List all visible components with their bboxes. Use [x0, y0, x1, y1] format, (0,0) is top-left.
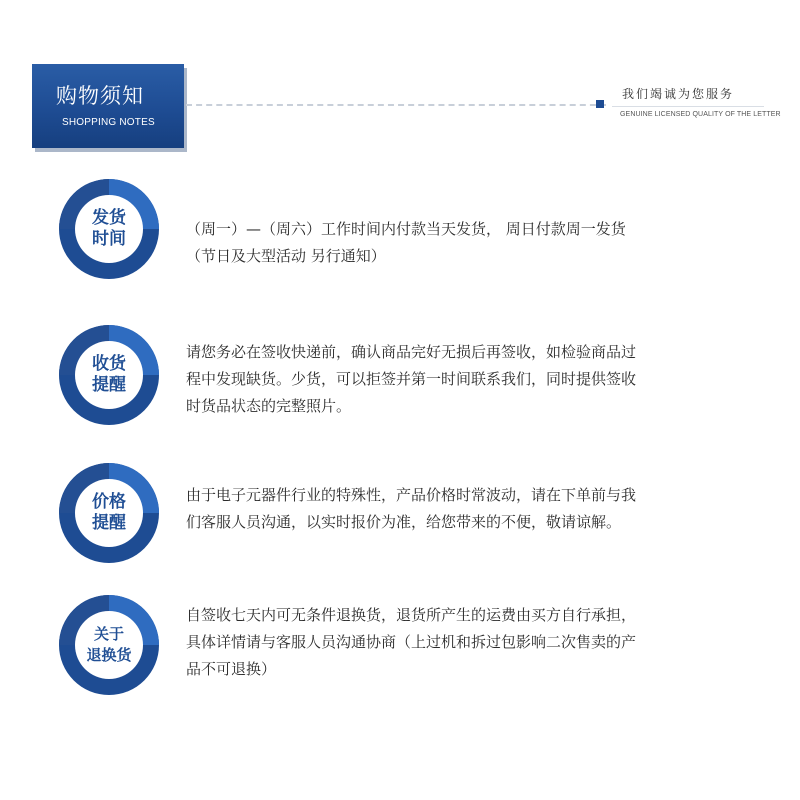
badge-label: 收货 提醒: [75, 341, 143, 409]
service-title: 我们竭诚为您服务: [622, 87, 735, 101]
section-text: 自签收七天内可无条件退换货，退货所产生的运费由买方自行承担， 具体详情请与客服人员沟通协商（上过机和拆过包影响二次售卖的产 品不可退换）: [186, 606, 637, 678]
badge-label: 价格 提醒: [75, 479, 143, 547]
header-square-icon: [596, 100, 604, 108]
service-subtitle: GENUINE LICENSED QUALITY OF THE LETTER: [620, 111, 781, 118]
badge-label: 发货 时间: [75, 195, 143, 263]
header-divider: [186, 104, 606, 106]
page-subtitle: SHOPPING NOTES: [62, 117, 155, 128]
badge-label: 关于 退换货: [75, 611, 143, 679]
badge-ring-icon: [58, 324, 160, 426]
section-text: 请您务必在签收快递前，确认商品完好无损后再签收，如检验商品过 程中发现缺货。少货，可以拒签并第一时间联系我们，同时提供签收 时货品状态的完整照片。: [186, 343, 637, 415]
badge-ring-icon: [58, 178, 160, 280]
header-banner: [32, 64, 184, 148]
service-divider: [612, 106, 764, 107]
badge-ring-icon: [58, 594, 160, 696]
page-title: 购物须知: [56, 84, 144, 108]
section-text: 由于电子元器件行业的特殊性，产品价格时常波动，请在下单前与我 们客服人员沟通，以实时报价为准，给您带来的不便，敬请谅解。: [186, 486, 637, 531]
section-text: （周一）—（周六）工作时间内付款当天发货， 周日付款周一发货 （节日及大型活动 另行通知）: [186, 220, 626, 265]
badge-ring-icon: [58, 462, 160, 564]
